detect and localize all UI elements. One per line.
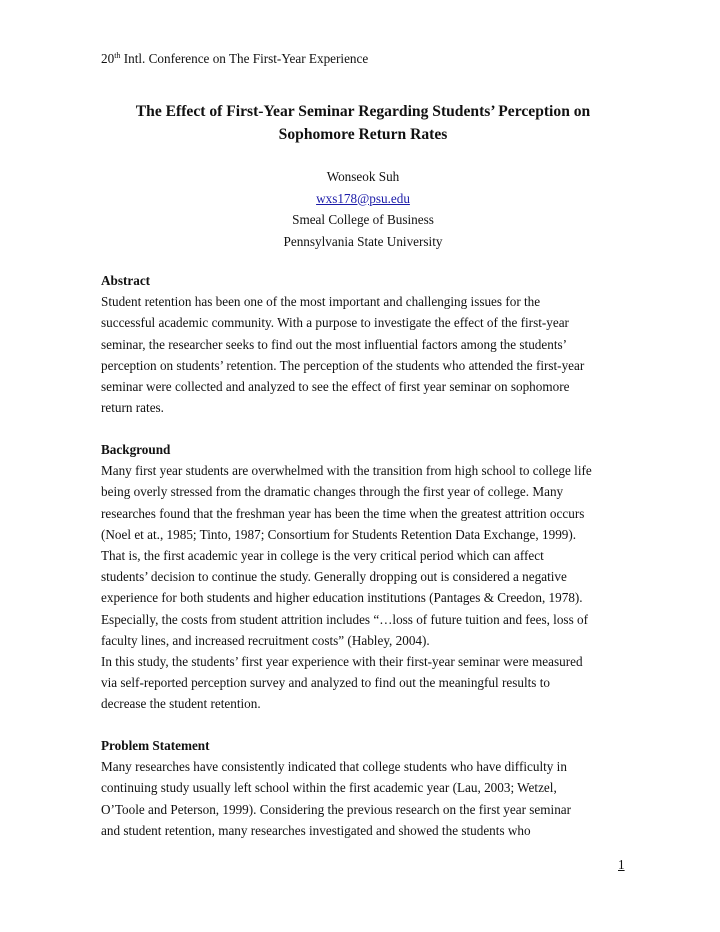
background-line: faculty lines, and increased recruitment costs” (Habley, 2004). — [101, 632, 430, 648]
abstract-line: perception on students’ retention. The perception of the students who attended the first-year — [101, 357, 585, 373]
running-header — [101, 50, 368, 68]
title-line-2: Sophomore Return Rates — [278, 126, 448, 143]
background-line: experience for both students and higher education institutions (Pantages & Creedon, 1978). — [101, 590, 583, 606]
background-line: researches found that the freshman year has been the time when the greatest attrition occurs — [101, 505, 585, 521]
problem-statement-heading: Problem Statement — [101, 738, 210, 753]
abstract-line: successful academic community. With a purpose to investigate the effect of the first-year — [101, 315, 569, 331]
background-section — [101, 439, 631, 715]
header-superscript: th — [114, 51, 121, 60]
header-text: Intl. Conference on The First-Year Experience — [120, 51, 369, 66]
background-line: In this study, the students’ first year experience with their first-year seminar were measured — [101, 654, 583, 670]
background-line: Especially, the costs from student attrition includes “…loss of future tuition and fees, loss of — [101, 611, 588, 627]
page-number: 1 — [618, 857, 625, 872]
problem-statement-line: and student retention, many researches investigated and showed the students who — [101, 822, 531, 838]
author-block — [160, 166, 566, 252]
background-line: via self-reported perception survey and analyzed to find out the meaningful results to — [101, 675, 550, 691]
background-line: students’ decision to continue the study. Generally dropping out is considered a negative — [101, 569, 567, 585]
header-number: 20 — [101, 51, 115, 66]
background-line: (Noel et at., 1985; Tinto, 1987; Consortium for Students Retention Data Exchange, 1999). — [101, 526, 577, 542]
background-heading: Background — [101, 442, 171, 457]
problem-statement-line: continuing study usually left school within the first academic year (Lau, 2003; Wetzel, — [101, 780, 557, 796]
author-name: Wonseok Suh — [326, 169, 400, 184]
problem-statement-line: Many researches have consistently indicated that college students who have difficulty in — [101, 759, 567, 775]
paper-title — [80, 100, 646, 146]
abstract-line: seminar, the researcher seeks to find out the most influential factors among the students’ — [101, 336, 568, 352]
title-line-1: The Effect of First-Year Seminar Regarding Students’ Perception on — [135, 103, 591, 120]
abstract-heading: Abstract — [101, 273, 151, 288]
background-line: being overly stressed from the dramatic changes through the first year of college. Many — [101, 484, 564, 500]
abstract-section — [101, 270, 631, 418]
abstract-line: seminar were collected and analyzed to see the effect of first year seminar on sophomore — [101, 379, 570, 395]
author-affiliation-college: Smeal College of Business — [292, 212, 434, 227]
author-affiliation-university: Pennsylvania State University — [283, 233, 443, 249]
problem-statement-line: O’Toole and Peterson, 1999). Considering the previous research on the first year seminar — [101, 801, 572, 817]
problem-statement-section — [101, 735, 631, 841]
background-line: Many first year students are overwhelmed with the transition from high school to college life — [101, 463, 592, 479]
background-line: That is, the first academic year in college is the very critical period which can affect — [101, 548, 544, 564]
abstract-line: return rates. — [101, 400, 164, 416]
author-email-link[interactable]: wxs178@psu.edu — [316, 190, 410, 206]
abstract-line: Student retention has been one of the most important and challenging issues for the — [101, 294, 541, 310]
background-line: decrease the student retention. — [101, 696, 261, 712]
